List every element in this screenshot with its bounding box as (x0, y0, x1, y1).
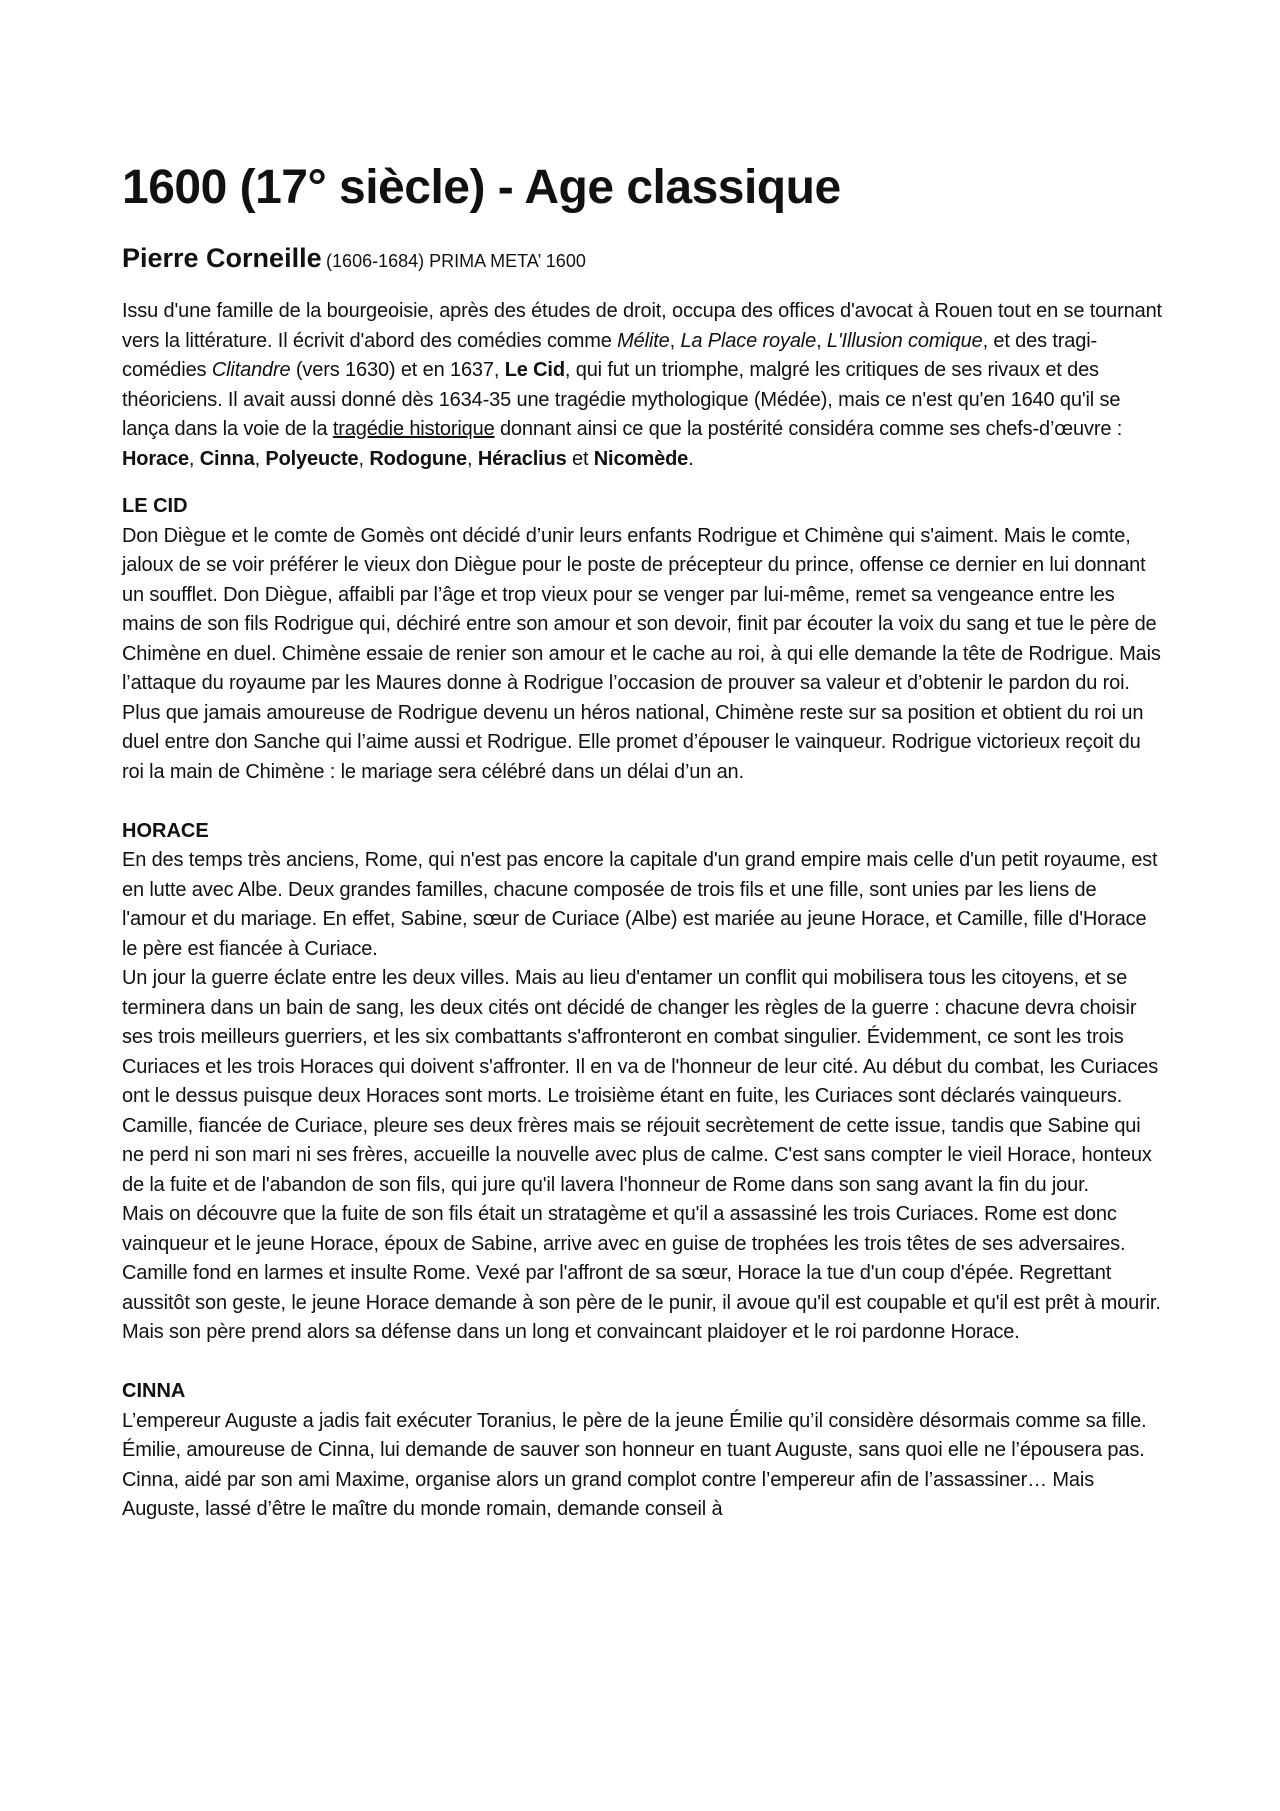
section-paragraph: L’empereur Auguste a jadis fait exécuter Toranius, le père de la jeune Émilie qu’il considère désormais comme sa fille. Émilie, amoureuse de Cinna, lui demande de sauver son honneur en tuant Auguste, sans quoi elle ne l’épousera pas. Cinna, aidé par son ami Maxime, organise alors un grand complot contre l’empereur afin de l’assassiner… Mais Auguste, lassé d’être le maître du monde romain, demande conseil à (122, 1409, 1147, 1520)
title-cinna: Cinna (199, 447, 255, 470)
intro-paragraph: Issu d'une famille de la bourgeoisie, après des études de droit, occupa des offices d'avocat à Rouen tout en se tournant vers la littérature. Il écrivit d'abord des comédies comme Mélite, La Place royale, L'Illusion comique, et des tragi-comédies Clitandre (vers 1630) et en 1637, Le Cid, qui fut un triomphe, malgré les critiques de ses rivaux et des théoriciens. Il avait aussi donné dès 1634-35 une tragédie mythologique (Médée), mais ce n'est qu'en 1640 qu'il se lança dans la voie de la tragédie historique donnant ainsi ce que la postérité considéra comme ses chefs-d’œuvre : Horace, Cinna, Polyeucte, Rodogune, Héraclius et Nicomède. (122, 300, 1162, 470)
author-heading (122, 240, 1162, 281)
title-melite: Mélite (617, 329, 670, 352)
title-illusion-comique: L'Illusion comique (826, 329, 983, 352)
section-cinna (122, 1377, 1162, 1525)
blank-line (122, 1348, 1162, 1378)
section-le-cid (122, 492, 1162, 787)
section-title-horace: HORACE (122, 819, 209, 842)
page-title: 1600 (17° siècle) - Age classique (122, 161, 841, 214)
author-name: Pierre Corneille (122, 243, 322, 273)
section-paragraph: Camille, fiancée de Curiace, pleure ses deux frères mais se réjouit secrètement de cette issue, tandis que Sabine qui ne perd ni son mari ni ses frères, accueille la nouvelle avec plus de calme. C'est sans compter le vieil Horace, honteux de la fuite et de l'abandon de son fils, qui jure qu'il lavera l'honneur de Rome dans son sang avant la fin du jour. (122, 1114, 1152, 1196)
section-paragraph: Don Diègue et le comte de Gomès ont décidé d’unir leurs enfants Rodrigue et Chimène qui s'aiment. Mais le comte, jaloux de se voir préférer le vieux don Diègue pour le poste de précepteur du prince, offense ce dernier en lui donnant un soufflet. Don Diègue, affaibli par l’âge et trop vieux pour se venger par lui-même, remet sa vengeance entre les mains de son fils Rodrigue qui, déchiré entre son amour et son devoir, finit par écouter la voix du sang et tue le père de Chimène en duel. Chimène essaie de renier son amour et le cache au roi, à qui elle demande la tête de Rodrigue. Mais l’attaque du royaume par les Maures donne à Rodrigue l’occasion de prouver sa valeur et d’obtenir le pardon du roi. Plus que jamais amoureuse de Rodrigue devenu un héros national, Chimène reste sur sa position et obtient du roi un duel entre don Sanche qui l’aime aussi et Rodrigue. Elle promet d’épouser le vainqueur. Rodrigue victorieux reçoit du roi la main de Chimène : le mariage sera célébré dans un délai d’un an. (122, 524, 1161, 783)
title-clitandre: Clitandre (211, 359, 291, 381)
underlined-tragedie-historique: tragédie historique (332, 418, 495, 440)
title-rodogune: Rodogune (369, 447, 468, 470)
title-heraclius: Héraclius (477, 447, 567, 470)
title-horace: Horace (122, 447, 189, 470)
section-title-cinna: CINNA (122, 1380, 186, 1402)
section-title-le-cid: LE CID (122, 495, 188, 517)
blank-line (122, 787, 1162, 817)
title-place-royale: La Place royale (680, 329, 817, 352)
section-paragraph: En des temps très anciens, Rome, qui n'est pas encore la capitale d'un grand empire mais celle d'un petit royaume, est en lutte avec Albe. Deux grandes familles, chacune composée de trois fils et une fille, sont unies par les liens de l'amour et du mariage. En effet, Sabine, sœur de Curiace (Albe) est mariée au jeune Horace, et Camille, fille d'Horace le père est fiancée à Curiace. (122, 849, 1158, 960)
section-horace (122, 817, 1162, 1348)
section-paragraph: Un jour la guerre éclate entre les deux villes. Mais au lieu d'entamer un conflit qui mobilisera tous les citoyens, et se terminera dans un bain de sang, les deux cités ont décidé de changer les règles de la guerre : chacune devra choisir ses trois meilleurs guerriers, et les six combattants s'affronteront en combat singulier. Évidemment, ce sont les trois Curiaces et les trois Horaces qui doivent s'affronter. Il en va de l'honneur de leur cité. Au début du combat, les Curiaces ont le dessus puisque deux Horaces sont morts. Le troisième étant en fuite, les Curiaces sont déclarés vainqueurs. (122, 967, 1159, 1107)
title-le-cid: Le Cid (504, 359, 565, 381)
title-polyeucte: Polyeucte (265, 447, 359, 470)
section-paragraph: Mais on découvre que la fuite de son fils était un stratagème et qu'il a assassiné les trois Curiaces. Rome est donc vainqueur et le jeune Horace, époux de Sabine, arrive avec en guise de trophées les trois têtes de ses adversaires. Camille fond en larmes et insulte Rome. Vexé par l'affront de sa sœur, Horace la tue d'un coup d'épée. Regrettant aussitôt son geste, le jeune Horace demande à son père de le punir, il avoue qu'il est coupable et qu'il est prêt à mourir. Mais son père prend alors sa défense dans un long et convaincant plaidoyer et le roi pardonne Horace. (122, 1203, 1161, 1343)
author-dates: (1606-1684) PRIMA META’ 1600 (326, 251, 586, 271)
title-nicomede: Nicomède (593, 447, 689, 470)
